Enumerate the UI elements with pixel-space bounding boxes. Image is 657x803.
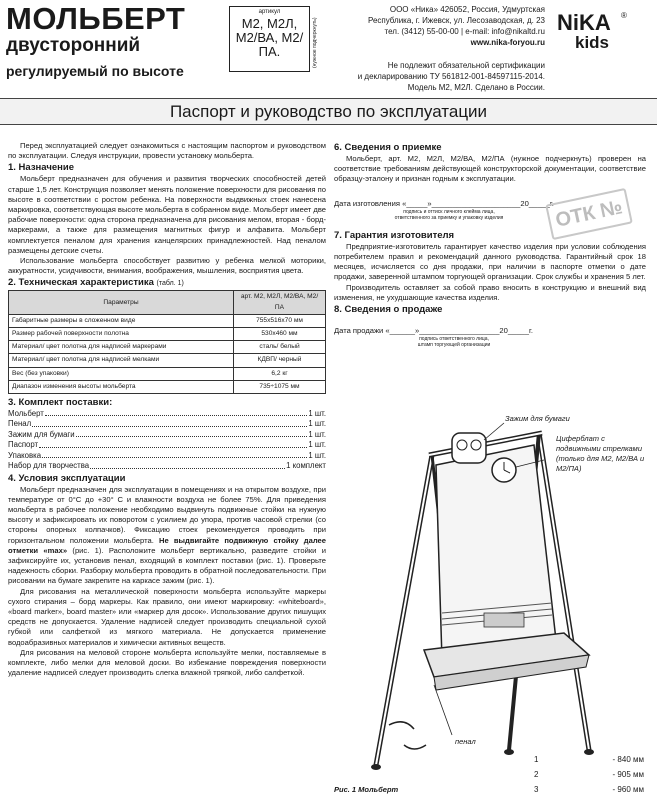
warning-text: Не выдвигайте подвижную стойку далее отметки «max» [8, 535, 326, 555]
kit-item-name: Набор для творчества [8, 461, 90, 471]
table-cell-param: Диапазон изменения высоты мольберта [9, 380, 234, 393]
paragraph: Мольберт, арт. М2, М2Л, М2/ВА, М2/ПА (нужное подчеркнуть) проверен на соответствие требованиям действующей конструкторской документации, соответствие образцу-эталону и признан годным к эксплуатации. [334, 154, 646, 184]
section-title: 1. Назначение [8, 162, 74, 174]
table-row [9, 341, 326, 354]
kit-item [8, 419, 326, 429]
kit-item-qty: 1 комплект [286, 461, 326, 471]
height-marks [534, 755, 644, 800]
height-mark [534, 770, 644, 785]
signature-note-line: ответственного за приемку и упаковку изделия [394, 214, 504, 221]
rotate-arrow [404, 745, 426, 749]
left-column [8, 141, 326, 678]
table-cell-param: Габаритные размеры в сложенном виде [9, 314, 234, 327]
paper-clip [452, 433, 486, 463]
table-header-param: Параметры [9, 291, 234, 314]
nika-kids-logo [555, 8, 633, 52]
company-website: www.nika-foryou.ru [470, 38, 545, 47]
table-cell-param: Материал/ цвет полотна для надписей маркерами [9, 341, 234, 354]
section-title: 4. Условия эксплуатации [8, 472, 126, 484]
figure-caption: Рис. 1 Мольберт [334, 785, 399, 794]
kit-item-qty: 1 шт. [308, 440, 326, 450]
paragraph: Использование мольберта способствует развитию у ребенка мелкой моторики, аккуратности, усидчивости, внимания, воображения, мышления, восприятия цвета. [8, 256, 326, 276]
height-mark-value: - 905 мм [612, 770, 644, 779]
table-header-models: арт. М2, М2Л, М2/ВА, М2/ПА [234, 291, 326, 314]
sale-date-line: Дата продажи «______»___________________20_____г. [334, 326, 533, 336]
easel-leg-highlight [376, 455, 432, 765]
kit-list [8, 409, 326, 471]
table-note: (табл. 1) [156, 280, 184, 288]
kit-item-qty: 1 шт. [308, 450, 326, 460]
cert-line: Не подлежит обязательной сертификации [387, 61, 545, 70]
dial-label [556, 434, 648, 474]
pencil-box-label: пенал [455, 737, 476, 746]
sale-note-line: подпись ответственного лица, [419, 336, 489, 343]
table-cell-value: КДВП/ черный [234, 354, 326, 367]
logo-top-text: NiKA [557, 10, 611, 35]
kit-item-name: Мольберт [8, 409, 44, 419]
paragraph-text: (рис. 1). Расположите мольберт вертикально, разведите стойки и зафиксируйте их, установив пенал, входящий в комплект поставки (рис. 1). Проверьте надежность сборки. Разборку мольберта проводить в обратной последовательности. При рисовании на бумаге закрепите на каркасе зажим (рис. 1). [8, 545, 327, 586]
height-mark-number: 1 [534, 755, 539, 764]
product-subtitle: двусторонний [6, 35, 141, 56]
table-row [9, 367, 326, 380]
kit-item [8, 430, 326, 440]
intro-text: Перед эксплуатацией следует ознакомиться с настоящим паспортом и руководством по эксплуатации. Следуя инструкции, провести установку мольберта. [8, 141, 326, 161]
paragraph: Мольберт предназначен для обучения и развития творческих способностей детей старше 1,5 лет. Конструкция позволяет менять положение поверхности для рисования по высоте в соответствии с ростом ребенка. На поверхности выдвижных стоек нанесена маркировка, соответствующая высоте мольберта в собранном виде. Мольберт имеет две рабочие поверхности: одна сторона предназначена для рисования мелом, вторая - борд-маркерами, а также для размещения магнитных фигур и алфавита. Мольберт комплектуется пеналом для хранения канцелярских принадлежностей. Над пеналом размещены детские счеты. [8, 174, 326, 255]
article-models: М2, М2Л, М2/ВА, М2/ПА. [235, 16, 304, 59]
company-info [325, 4, 545, 48]
table-cell-param: Размер рабочей поверхности полотна [9, 328, 234, 341]
kit-item-qty: 1 шт. [308, 409, 326, 419]
kit-item [8, 451, 326, 461]
product-title: МОЛЬБЕРТ [6, 1, 186, 36]
table-row [9, 380, 326, 393]
section-title: 7. Гарантия изготовителя [334, 229, 455, 241]
article-label: артикул [258, 9, 281, 15]
callout-line [434, 685, 452, 735]
leg-cap [371, 764, 381, 770]
section-title [8, 277, 326, 290]
table-cell-value: сталь/ белый [234, 341, 326, 354]
kit-item-qty: 1 шт. [308, 429, 326, 439]
abacus-beads [484, 613, 524, 627]
dial-label-text: Циферблат с подвижными стрелками [556, 434, 642, 453]
height-mark-value: - 960 мм [612, 785, 644, 794]
rotate-arrow [389, 722, 414, 729]
callout-line [484, 423, 504, 440]
sale-signature-note [384, 336, 524, 348]
height-mark-value: - 840 мм [612, 755, 644, 764]
section-title: 3. Комплект поставки: [8, 397, 113, 409]
right-column [334, 141, 646, 348]
leg-cap [504, 749, 514, 755]
paragraph: Производитель оставляет за собой право вносить в конструкцию и внешний вид изменения, не ухудшающие качества изделия. [334, 282, 646, 302]
cert-line: Модель М2, М2Л. Сделано в России. [407, 83, 545, 92]
paragraph: Для рисования на меловой стороне мольберта используйте мелки, поставляемые в комплекте, либо мелки для меловой доски. Во избежание повреждения поверхности удаление надписей следует производить слегка влажной тряпкой, либо салфеткой. [8, 647, 326, 678]
kit-item [8, 409, 326, 419]
table-cell-value: 735÷1075 мм [234, 380, 326, 393]
qc-stamp: ОТК № [545, 188, 633, 240]
height-mark-number: 3 [534, 785, 539, 794]
table-row [9, 314, 326, 327]
kit-item-name: Зажим для бумаги [8, 429, 75, 439]
spec-table [8, 290, 326, 394]
kit-item [8, 440, 326, 450]
signature-note [374, 209, 524, 221]
company-line: Республика, г. Ижевск, ул. Лесозаводская, д. 23 [367, 16, 545, 25]
cert-line: и декларированию ТУ 561812-001-84597115-2014. [357, 72, 545, 81]
paragraph-text: Мольберт предназначен для эксплуатации в помещениях и на открытом воздухе, при температуре от 0°С до +30° С и влажности воздуха не более 75%. Для приведения мольберта в рабочее положение необходимо выдвинуть подвижные стойки на нужную высоту и зафиксировать их поворотом с усилием до упора, против часовой стрелки (со стороны опорных колпачков). Фиксацию стоек рекомендуется проводить при горизонтальном положении мольберта. [8, 484, 326, 545]
table-header-row [9, 291, 326, 314]
paragraph: Предприятие-изготовитель гарантирует качество изделия при условии соблюдения потребителем правил и рекомендаций данного руководства. Гарантийный срок 18 месяцев, исчисляется со дня продажи, при наличии в паспорте отметки о дате продажи, заверенной штампом торгующей организации. Срок службы и хранения 5 лет. [334, 241, 646, 282]
underline-note: (нужное подчеркнуть) [312, 17, 318, 68]
kit-item-name: Паспорт [8, 440, 39, 450]
manufacture-date-line: Дата изготовления «_____»_____________________20_____г. [334, 198, 554, 208]
table-cell-param: Материал/ цвет полотна для надписей мелками [9, 354, 234, 367]
company-line: тел. (3412) 55-00-00 | e-mail: info@nikaltd.ru [384, 27, 545, 36]
table-row [9, 328, 326, 341]
table-cell-value: 6,2 кг [234, 367, 326, 380]
section-title: 6. Сведения о приемке [334, 142, 442, 153]
logo-bottom-text: kids [575, 33, 610, 52]
paragraph [8, 485, 326, 587]
logo-registered-mark: ® [621, 11, 627, 20]
height-mark [534, 755, 644, 770]
page-banner: Паспорт и руководство по эксплуатации [0, 98, 657, 125]
paragraph: Для рисования на металлической поверхности мольберта используйте маркеры сухого стирания – борд маркеры. Как правило, они имеют маркировку: «whiteboard», «board marker», board master» или «маркер для досок». Использование других пишущих средств не допускается. Удаление надписей следует производить специальной сухой губкой или салфеткой из мягкого материала. Не допускается применение водоабразивных материалов и химически активных веществ. [8, 586, 326, 647]
company-line: ООО «Ника» 426052, Россия, Удмуртская [389, 5, 545, 14]
table-row [9, 354, 326, 367]
height-mark [534, 785, 644, 800]
table-cell-value: 530х460 мм [234, 328, 326, 341]
certification-info [325, 60, 545, 93]
section-title-text: 2. Техническая характеристика [8, 277, 154, 289]
kit-item-name: Упаковка [8, 450, 42, 460]
clip-label: Зажим для бумаги [505, 414, 570, 423]
kit-item-name: Пенал [8, 419, 32, 429]
dial-label-note: (только для М2, М2/ВА и М2/ПА) [556, 454, 645, 473]
table-cell-value: 755х516х70 мм [234, 314, 326, 327]
kit-item-qty: 1 шт. [308, 419, 326, 429]
height-mark-number: 2 [534, 770, 539, 779]
table-cell-param: Вес (без упаковки) [9, 367, 234, 380]
product-subtitle-2: регулируемый по высоте [6, 63, 184, 79]
article-box [229, 6, 310, 72]
kit-item [8, 461, 326, 471]
section-title: 8. Сведения о продаже [334, 304, 443, 316]
sale-note-line: штамп торгующей организации [417, 342, 491, 349]
signature-note-line: подпись и оттиск личного клейма лица, [403, 208, 495, 215]
